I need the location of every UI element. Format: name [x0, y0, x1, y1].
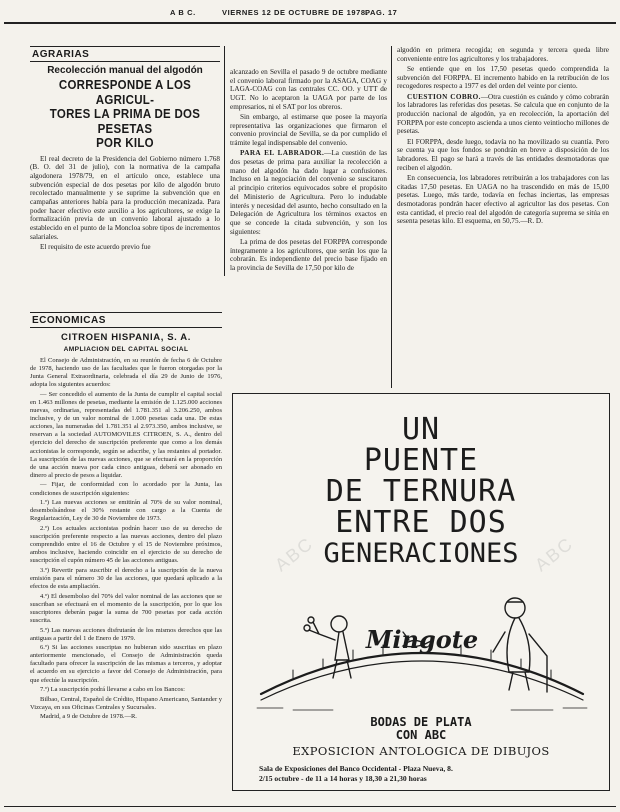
child-figure	[304, 616, 351, 678]
banner-line: BODAS DE PLATA	[370, 715, 472, 729]
article-body	[30, 155, 220, 252]
ad-title-line: ENTRE DOS	[335, 505, 507, 540]
venue-line: Sala de Exposiciones del Banco Occidental - Plaza Nueva, 8.	[259, 764, 453, 773]
paragraph: 7.º) La suscripción podrá llevarse a cabo en los Bancos:	[40, 686, 185, 694]
hours-line: 2/15 octubre - de 11 a 14 horas y 18,30 a 21,30 horas	[259, 773, 427, 783]
column-divider	[391, 46, 392, 388]
paragraph: 3.º) Revertir para suscribir el derecho a la suscripción de la nueva emisión para el número 30 de las acciones, que quedará aplicado a la efectos de esta ampliación.	[30, 566, 222, 591]
ad-title-line: DE TERNURA	[325, 474, 517, 509]
paragraph: El Consejo de Administración, en su reunión de fecha 6 de Octubre de 1978, haciendo uso de las facultades que le fueron otorgadas por la Junta General Extraordinaria, celebrada el día 29 de Junio de 1976, adopta los siguientes acuerdos:	[30, 357, 222, 389]
paragraph: Madrid, a 9 de Octubre de 1978.—R.	[40, 713, 137, 721]
paragraph: 1.º) Las nuevas acciones se emitirán al 70% de su valor nominal, desembolsándose el 30% restante con cargo a la Cuenta de Regularización, Ley de 30 de Noviembre de 1973.	[30, 499, 222, 523]
artist-signature: Mingote	[365, 625, 479, 654]
publication-name: A B C.	[170, 8, 196, 17]
headline-line: TORES LA PRIMA DE DOS PESETAS	[49, 107, 201, 136]
article-body	[397, 46, 609, 226]
page-number: PAG. 17	[365, 8, 398, 17]
article-headline	[38, 78, 213, 151]
ground-hatching	[257, 708, 587, 710]
company-name: CITROEN HISPANIA, S. A.	[61, 332, 191, 343]
exhibition-details	[259, 764, 589, 783]
paragraph: 5.º) Las nuevas acciones disfrutarán de los mismos derechos que las antiguas a partir del 1 de Enero de 1979.	[30, 626, 222, 642]
article-body	[230, 68, 387, 273]
economicas-article	[30, 312, 222, 806]
paragraph: — Fijar, de conformidad con lo acordado por la Junta, las condiciones de suscripción siguientes:	[30, 481, 222, 497]
paragraph: Se entiende que en los 17,50 pesetas quedo comprendida la subvención del FORPPA. El incremento habido en la retribución de los recogedores respecto a 1977 es del orden del veinte por ciento.	[397, 64, 609, 91]
section-label: ECONOMICAS	[32, 315, 106, 326]
paragraph: El FORPPA, desde luego, todavía no ha movilizado su cuantía. Pero se cuenta ya que los fondos se pondrán en breve a disposición de los labradores. El pago se hará a través de las entidades desmotadoras que reciben el algodón.	[397, 137, 609, 172]
bridge-arch-lower	[261, 661, 583, 700]
ad-title-line: UN	[401, 412, 441, 447]
run-in-heading: CUESTION COBRO.	[407, 92, 481, 101]
paragraph: El real decreto de la Presidencia del Gobierno número 1.768 (B. O. del 31 de julio), con la normativa de la campaña algodonera 1978/79, en el artículo once, establece una subvención especial de dos pesetas por kilo de algodón bruto recolectado manualmente y se suprime la subvención que en campañas anteriores había para la producción mecanizada. Para poder hacer efectivo este auxilio a los agricultores, se exige la formalización previa de un convenio laboral ajustado a lo establecido en el punto de la Moncloa sobre tipos de incrementos salariales.	[30, 154, 220, 241]
headline-line: POR KILO	[96, 136, 154, 150]
paragraph: En consecuencia, los labradores retribuirán a los trabajadores con las citadas 17,50 pesetas. En UAGA no ha trascendido en más de 15,00 pesetas. Luego, más tarde, todavía en fechas inciertas, las empresas desmotadoras pondrán hacer efectivo al agricultor las dos pesetas. Con esta cantidad, el precio real del algodón de categoría suprema se sitúa en sesenta pesetas kilo. El esquema, en 50,75.—R. D.	[397, 173, 609, 226]
ad-title-line: GENERACIONES	[323, 538, 519, 569]
section-label: AGRARIAS	[32, 49, 90, 60]
paragraph: 2.º) Los actuales accionistas podrán hacer uso de su derecho de suscripción preferente respecto a las nuevas acciones, dentro del plazo comprendido entre el 16 de Octubre y el 15 de Noviembre próximos, ambos inclusive, haciendo coincidir en el ejercicio de su derecho de suscripción el cupón número 45 de las acciones antiguas.	[30, 524, 222, 565]
article-kicker: Recolección manual del algodón	[47, 65, 203, 76]
paragraph	[397, 93, 609, 137]
bridge-illustration	[253, 582, 591, 714]
paragraph-text: —Otra cuestión es cuándo y cómo cobrarán los labradores las referidas dos pesetas. Se calcula que en conjunto de la producción nacional de algodón, ya en recolección, la aportación del FORPPA por este concepto ascienda a unos ciento veintiocho millones de pesetas.	[397, 92, 609, 136]
agrarias-article-end	[397, 46, 609, 386]
footer-rule	[4, 806, 616, 807]
watermark-text: ABC	[531, 532, 578, 576]
paragraph: algodón en primera recogida; en segunda y tercera queda libre conveniente entre los agricultores y los trabajadores.	[397, 46, 609, 63]
ad-title-line: PUENTE	[363, 443, 479, 478]
exhibition-advertisement	[232, 393, 610, 791]
header-rule	[4, 22, 616, 24]
bridge-arch	[261, 653, 583, 694]
column-divider	[224, 46, 225, 276]
paragraph: alcanzado en Sevilla el pasado 9 de octubre mediante el convenio laboral firmado por la ASAGA, COAG y LAGA-COAG con las centrales CC. OO. y UTT de UGT. No lo aceptaron la UAGA por parte de los empresarios, ni el SAT por los obreros.	[230, 68, 387, 111]
paragraph: El requisito de este acuerdo previo fue	[40, 243, 151, 252]
agrarias-article	[30, 46, 220, 302]
headline-line: CORRESPONDE A LOS AGRICUL-	[58, 78, 192, 107]
paragraph: Sin embargo, al estimarse que posee la mayoría representativa las organizaciones que firmaron el convenio provincial de Sevilla, se da por cumplido el trámite legal indispensable del convenio.	[230, 113, 387, 148]
anniversary-banner	[233, 716, 609, 742]
run-in-heading: PARA EL LABRADOR.	[240, 149, 325, 158]
exhibition-title: EXPOSICION ANTOLOGICA DE DIBUJOS	[292, 744, 550, 758]
page-header	[0, 6, 620, 20]
paragraph: 4.º) El desembolso del 70% del valor nominal de las acciones que se suscriban se efectuará en el momento de la suscripción, por lo que los suscriptores deberán pagar la suma de 700 pesetas por cada acción suscrita.	[30, 592, 222, 624]
notice-subtitle: AMPLIACION DEL CAPITAL SOCIAL	[63, 346, 189, 353]
watermark-text: ABC	[271, 532, 318, 576]
paragraph: — Ser concedido el aumento de la Junta de cumplir el capital social en 1.463 millones de pesetas, mediante la emisión de 1.125.000 acciones nuevas, ordinarias, representadas del 1.781.351 al 3.206.250, ambos inclusive, y de un valor nominal de 1.000 pesetas cada una. De estas acciones, las numeradas del 1.781.351 al 2.973.350, ambos inclusive, se reservan a la sociedad AUTOMOVILES CITROEN, S. A., dentro del ejercicio del derecho de suscripción preferente que como a los demás accionistas le corresponde, según se adscribe, y las restantes al portador. La suscripción de las nuevas acciones, que se efectuará en la proporción de una acción nueva por cada cinco antiguas, deberá ser abonado en dinero al precio de pesos a liquidar.	[30, 390, 222, 479]
paragraph	[230, 149, 387, 236]
elderly-figure	[493, 598, 547, 692]
paragraph: 6.º) Si las acciones suscriptas no hubieran sido suscritas en plazo anteriormente mencionado, el Consejo de Administración queda facultado para ofrecer la suscripción de las mismas a terceros, y adoptar el acuerdo en su ejercicio a favor del Consejo de Administración, para que efectúe la suscripción.	[30, 644, 222, 684]
paragraph: La prima de dos pesetas del FORPPA corresponde íntegramente a los agricultores, que serán los que la cobrarán. Es independiente del precio base fijado en la provincia de Sevilla de 17,50 por kilo de	[230, 237, 387, 272]
notice-body	[30, 357, 222, 722]
paragraph: Bilbao, Central, Español de Crédito, Hispano Americano, Santander y Vizcaya, en sus Oficinas Centrales y Sucursales.	[30, 695, 222, 711]
paragraph-text: —La cuestión de las dos pesetas de prima para auxiliar la recolección a mano del algodón ha dado lugar a confusiones. Incluso en la negociación del convenio se suscitaron al principio criterios equivocados sobre el propósito del Ministerio de Agricultura. Pero lo indudable interés y necesidad del asunto, hecho consultado en la Delegación de Agricultura los términos exactos en que se concede la citada subvención, y son los siguientes:	[230, 149, 387, 236]
agrarias-article-continued	[230, 68, 387, 288]
banner-line: CON ABC	[395, 728, 447, 742]
date-line: VIERNES 12 DE OCTUBRE DE 1978.	[222, 8, 369, 17]
